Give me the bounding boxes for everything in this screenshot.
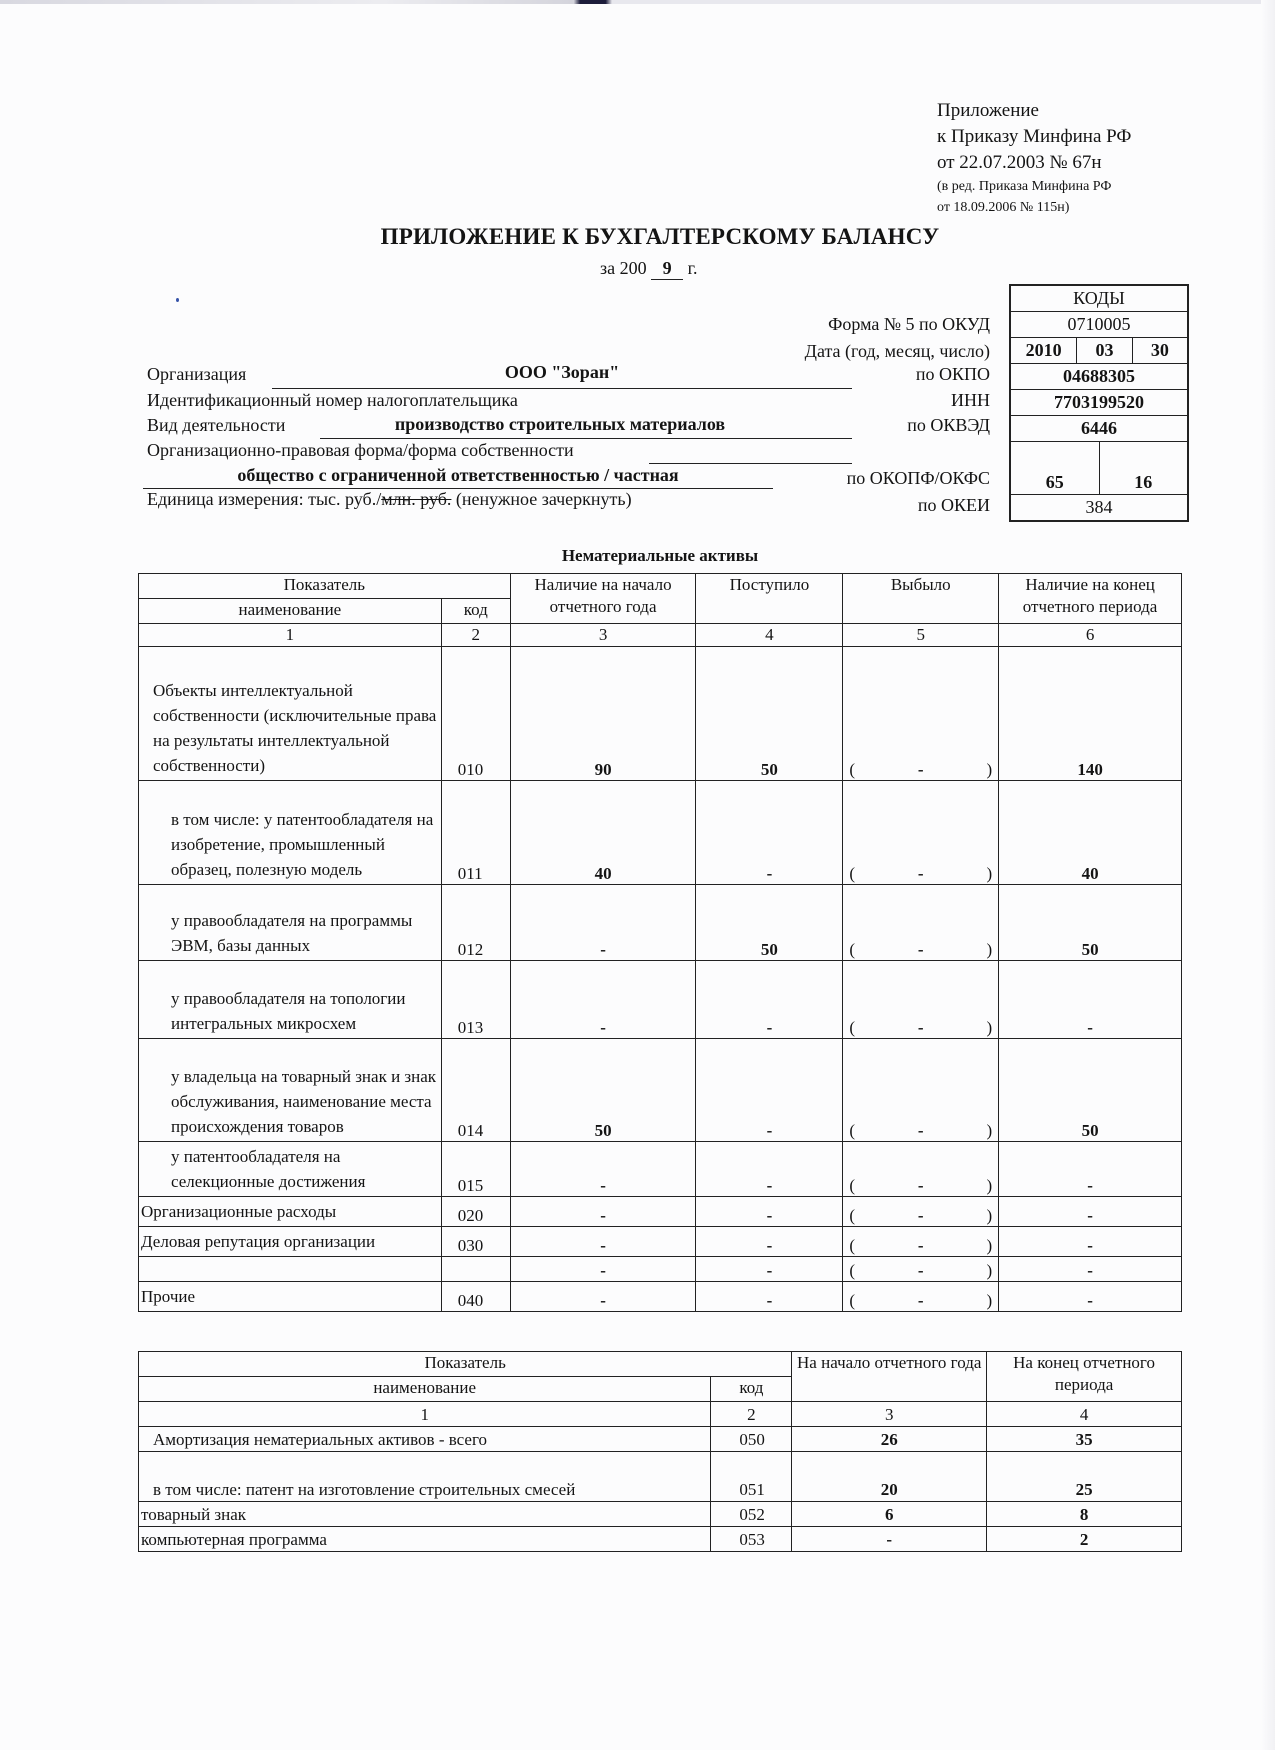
ink-dot [176,298,179,302]
row-end: 2 [987,1527,1182,1552]
scan-right-edge [1261,0,1275,1750]
header-received: Поступило [696,574,843,624]
table-row [139,1282,1182,1312]
header-indicator: Показатель [139,574,511,599]
row-received: - [696,1197,843,1227]
row-code: 053 [711,1527,792,1552]
header-end: На конец отчетного периода [987,1352,1182,1402]
colnum: 2 [711,1402,792,1427]
row-name: товарный знак [139,1502,711,1527]
row-disposed-value: - [917,940,924,959]
date-label: Дата (год, месяц, число) [804,341,990,361]
row-disposed: ( - ) [843,885,999,961]
row-name: Деловая репутация организации [139,1227,442,1257]
row-received: - [696,781,843,885]
row-name: у патентообладателя на селекционные достижения [139,1142,442,1197]
row-disposed: ( - ) [843,1039,999,1142]
row-end: 25 [987,1452,1182,1502]
okopf-label: по ОКОПФ/ОКФС [846,468,990,488]
row-disposed: ( - ) [843,1142,999,1197]
row-received: 50 [696,647,843,781]
row-disposed-value: - [917,1236,924,1255]
colnum: 4 [696,624,843,647]
period-year-digit: 9 [651,258,683,280]
row-end: 35 [987,1427,1182,1452]
row-code: 011 [441,781,510,885]
header-name: наименование [139,599,442,624]
appendix-line-5: от 18.09.2006 № 115н) [937,200,1070,215]
date-day: 30 [1150,340,1169,360]
header-name: наименование [139,1377,711,1402]
appendix-note [937,98,1131,218]
row-received: - [696,1227,843,1257]
row-start: - [510,961,696,1039]
colnum: 6 [999,624,1182,647]
appendix-line-3: от 22.07.2003 № 67н [937,152,1102,173]
header-code: код [441,599,510,624]
row-start: 50 [510,1039,696,1142]
row-code: 015 [441,1142,510,1197]
row-code: 050 [711,1427,792,1452]
row-name: Прочие [139,1282,442,1312]
okpo-label: по ОКПО [915,364,990,384]
okud-label: Форма № 5 по ОКУД [828,314,990,334]
row-name: у правообладателя на топологии интегральных микросхем [139,961,442,1039]
row-disposed-value: - [917,1291,924,1310]
table-row [139,1427,1182,1452]
section-title: Нематериальные активы [561,546,759,565]
okfs-code: 16 [1134,472,1153,492]
row-start: - [510,1227,696,1257]
row-name: Амортизация нематериальных активов - всего [139,1427,711,1452]
row-disposed: ( - ) [843,781,999,885]
inn-code-label: ИНН [951,390,990,410]
row-end: - [999,1282,1182,1312]
colnum: 4 [987,1402,1182,1427]
table-row [139,1142,1182,1197]
row-end: - [999,1257,1182,1282]
okopf-row [1011,442,1187,495]
org-fill-line [272,387,852,389]
date-row [1011,338,1187,364]
row-start: 6 [792,1502,987,1527]
table-row [139,1527,1182,1552]
okud-code: 0710005 [1067,314,1131,334]
org-label: Организация [147,364,247,384]
row-code: 020 [441,1197,510,1227]
row-code: 014 [441,1039,510,1142]
row-disposed: ( - ) [843,1257,999,1282]
table-row [139,647,1182,781]
amortization-table [138,1351,1182,1552]
table-row [139,1257,1182,1282]
row-end: 50 [999,1039,1182,1142]
row-end: 8 [987,1502,1182,1527]
row-start: - [510,1257,696,1282]
row-disposed: ( - ) [843,1197,999,1227]
okei-label: по ОКЕИ [917,495,990,515]
okopf-code: 65 [1011,442,1100,494]
row-name: Организационные расходы [139,1197,442,1227]
table-row [139,1502,1182,1527]
org-value: ООО "Зоран" [504,362,620,382]
row-disposed-value: - [917,1261,924,1280]
row-end: - [999,961,1182,1039]
header-end: Наличие на конец отчетного периода [999,574,1182,624]
okved-code: 6446 [1081,418,1117,438]
row-disposed-value: - [917,1206,924,1225]
row-end: - [999,1197,1182,1227]
okpo-row [1011,364,1187,390]
row-end: - [999,1227,1182,1257]
row-code: 013 [441,961,510,1039]
activity-fill-line [320,437,852,439]
codes-header: КОДЫ [1073,288,1125,308]
unit-label-b: (ненужное зачеркнуть) [455,489,632,509]
colnum: 3 [510,624,696,647]
date-year: 2010 [1011,338,1077,363]
okpo-code: 04688305 [1063,366,1135,386]
row-end: 140 [999,647,1182,781]
row-received: - [696,961,843,1039]
ownership-label: Организационно-правовая форма/форма собственности [147,440,574,460]
activity-value: производство строительных материалов [394,414,726,434]
row-disposed-value: - [917,1176,924,1195]
row-start: - [510,885,696,961]
row-start: - [792,1527,987,1552]
row-start: - [510,1197,696,1227]
okved-row [1011,416,1187,442]
header-start: На начало отчетного года [792,1352,987,1402]
codes-header-row [1011,286,1187,312]
row-end: 40 [999,781,1182,885]
okei-code: 384 [1085,497,1113,517]
row-disposed: ( - ) [843,647,999,781]
appendix-line-4: (в ред. Приказа Минфина РФ [937,179,1112,194]
unit-label [147,489,632,510]
row-received: 50 [696,885,843,961]
colnum: 3 [792,1402,987,1427]
header-indicator: Показатель [139,1352,792,1377]
okved-label: по ОКВЭД [907,415,990,435]
row-disposed: ( - ) [843,1227,999,1257]
row-disposed-value: - [917,864,924,883]
row-name: компьютерная программа [139,1527,711,1552]
date-month: 03 [1077,338,1132,363]
colnum: 5 [843,624,999,647]
period-prefix: за 200 [600,258,647,278]
row-disposed: ( - ) [843,1282,999,1312]
row-code: 040 [441,1282,510,1312]
codes-box [1009,284,1189,522]
row-start: - [510,1282,696,1312]
unit-label-strike: млн. руб. [381,489,452,509]
row-code: 052 [711,1502,792,1527]
row-name: у правообладателя на программы ЭВМ, базы данных [139,885,442,961]
row-code: 030 [441,1227,510,1257]
row-code: 051 [711,1452,792,1502]
document-title: ПРИЛОЖЕНИЕ К БУХГАЛТЕРСКОМУ БАЛАНСУ [380,224,940,249]
row-received: - [696,1257,843,1282]
inn-code: 7703199520 [1054,392,1144,412]
row-name [139,1257,442,1282]
inn-label: Идентификационный номер налогоплательщика [147,390,518,410]
table-row [139,1227,1182,1257]
colnum: 1 [139,1402,711,1427]
row-start: 40 [510,781,696,885]
row-code: 012 [441,885,510,961]
colnum: 2 [441,624,510,647]
report-period [600,258,697,280]
row-end: - [999,1142,1182,1197]
row-disposed-value: - [917,1018,924,1037]
row-start: 26 [792,1427,987,1452]
row-end: 50 [999,885,1182,961]
row-disposed-value: - [917,760,924,779]
okei-row [1011,495,1187,520]
appendix-line-1: Приложение [937,100,1039,121]
row-disposed-value: - [917,1121,924,1140]
table-row [139,885,1182,961]
row-name: Объекты интеллектуальной собственности (исключительные права на результаты интеллектуальной собственности) [139,647,442,781]
colnum: 1 [139,624,442,647]
okud-row [1011,312,1187,338]
ownership-fill-line-1 [649,462,852,464]
ownership-value: общество с ограниченной ответственностью / частная [237,465,679,485]
activity-label: Вид деятельности [147,415,286,435]
table-row [139,961,1182,1039]
table-row [139,781,1182,885]
row-name: в том числе: у патентообладателя на изобретение, промышленный образец, полезную модель [139,781,442,885]
row-start: 90 [510,647,696,781]
row-code [441,1257,510,1282]
row-start: 20 [792,1452,987,1502]
row-name: в том числе: патент на изготовление строительных смесей [139,1452,711,1502]
row-received: - [696,1142,843,1197]
table-row [139,1197,1182,1227]
intangible-assets-table [138,573,1182,1312]
header-disposed: Выбыло [843,574,999,624]
header-start: Наличие на начало отчетного года [510,574,696,624]
unit-label-a: Единица измерения: тыс. руб./ [147,489,382,509]
header-code: код [711,1377,792,1402]
row-start: - [510,1142,696,1197]
table-row [139,1452,1182,1502]
row-received: - [696,1282,843,1312]
row-name: у владельца на товарный знак и знак обслуживания, наименование места происхождения товаров [139,1039,442,1142]
table-row [139,1039,1182,1142]
scan-top-edge [0,0,1275,4]
row-disposed: ( - ) [843,961,999,1039]
period-suffix: г. [687,258,698,278]
inn-row [1011,390,1187,416]
row-code: 010 [441,647,510,781]
appendix-line-2: к Приказу Минфина РФ [937,126,1132,147]
row-received: - [696,1039,843,1142]
